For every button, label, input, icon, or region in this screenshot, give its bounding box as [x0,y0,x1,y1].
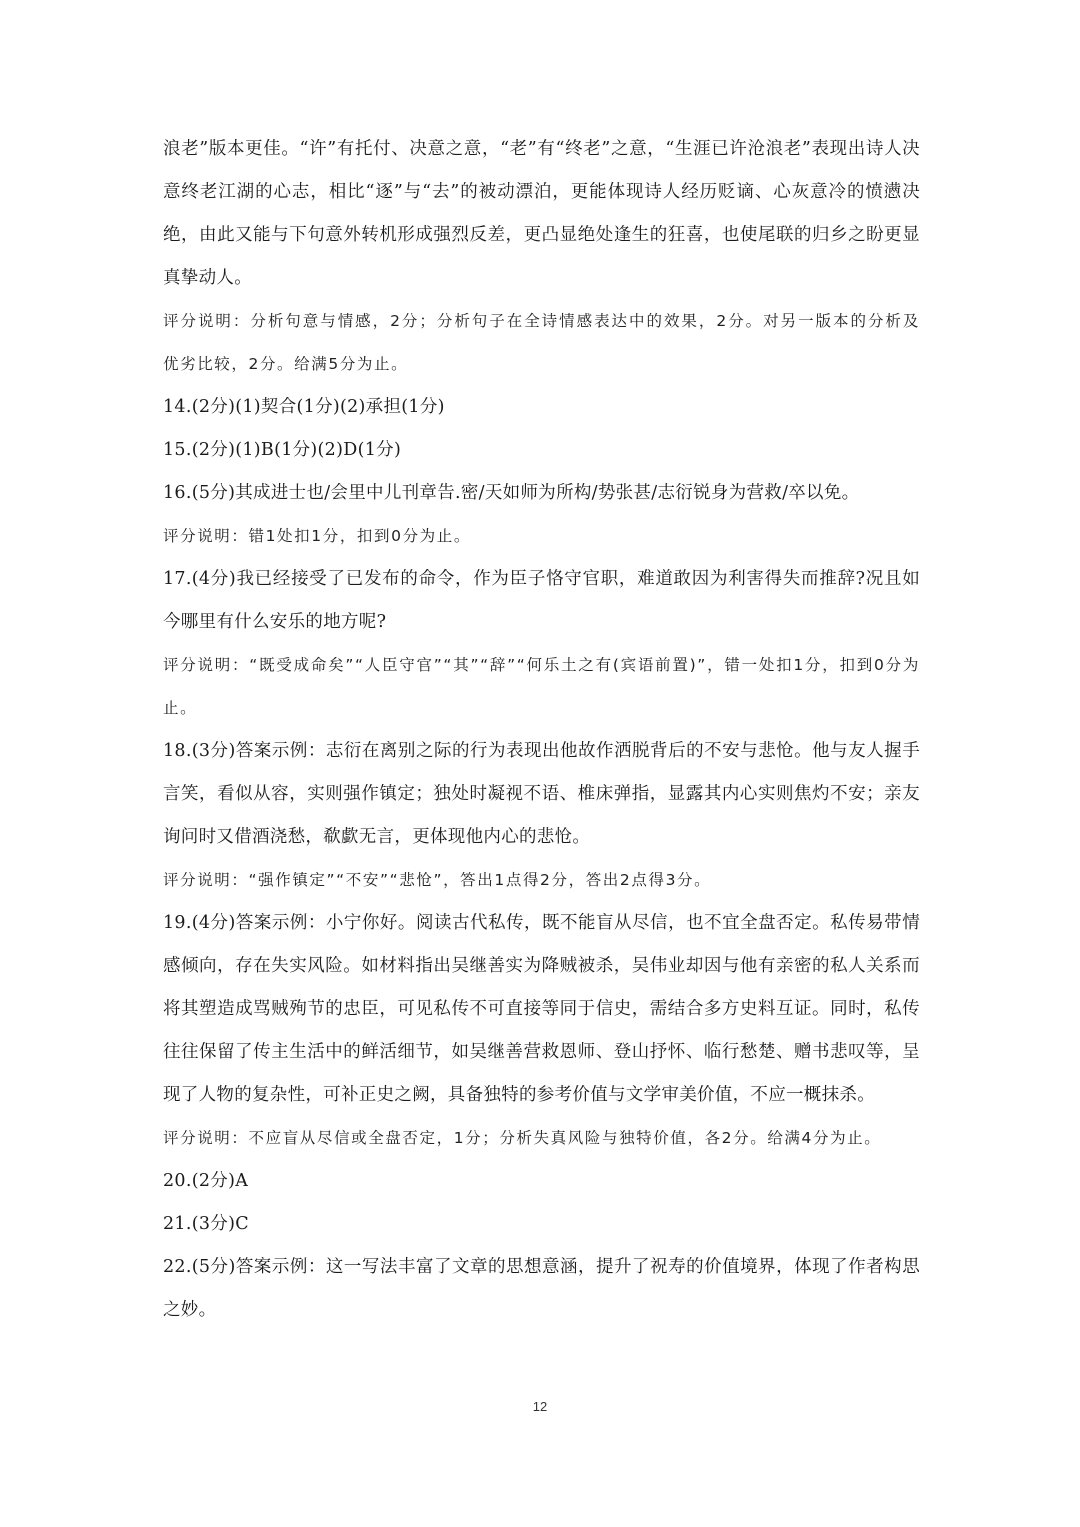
answer-q21: 21.(3分)C [163,1214,249,1234]
scoring-note-q16: 评分说明：错1处扣1分，扣到0分为止。 [163,527,471,545]
answer-q17: 17.(4分)我已经接受了已发布的命令，作为臣子恪守官职，难道敢因为利害得失而推辞?况且如今哪里有什么安乐的地方呢? [163,569,920,632]
scoring-note-q19: 评分说明：不应盲从尽信或全盘否定，1分；分析失真风险与独特价值，各2分。给满4分为止。 [163,1129,882,1147]
answer-q20: 20.(2分)A [163,1171,249,1191]
answer-q15: 15.(2分)(1)B(1分)(2)D(1分) [163,440,402,460]
answer-q13-continuation: 浪老”版本更佳。“许”有托付、决意之意，“老”有“终老”之意，“生涯已许沧浪老”表现出诗人决意终老江湖的心志，相比“逐”与“去”的被动漂泊，更能体现诗人经历贬谪、心灰意冷的愤懑决绝，由此又能与下句意外转机形成强烈反差，更凸显绝处逢生的狂喜，也使尾联的归乡之盼更显真挚动人。 [163,139,920,288]
answer-q19: 19.(4分)答案示例：小宁你好。阅读古代私传，既不能盲从尽信，也不宜全盘否定。私传易带情感倾向，存在失实风险。如材料指出吴继善实为降贼被杀，吴伟业却因与他有亲密的私人关系而将其塑造成骂贼殉节的忠臣，可见私传不可直接等同于信史，需结合多方史料互证。同时，私传往往保留了传主生活中的鲜活细节，如吴继善营救恩师、登山抒怀、临行愁楚、赠书悲叹等，呈现了人物的复杂性，可补正史之阙，具备独特的参考价值与文学审美价值，不应一概抹杀。 [163,913,920,1105]
scoring-note-q17: 评分说明：“既受成命矣”“人臣守官”“其”“辞”“何乐土之有(宾语前置)”，错一处扣1分，扣到0分为止。 [163,656,920,717]
answer-q14: 14.(2分)(1)契合(1分)(2)承担(1分) [163,397,445,417]
scoring-note-q18: 评分说明：“强作镇定”“不安”“悲怆”，答出1点得2分，答出2点得3分。 [163,871,712,889]
answer-q18: 18.(3分)答案示例：志衍在离别之际的行为表现出他故作洒脱背后的不安与悲怆。他与友人握手言笑，看似从容，实则强作镇定；独处时凝视不语、椎床弹指，显露其内心实则焦灼不安；亲友询问时又借酒浇愁，欷歔无言，更体现他内心的悲怆。 [163,741,920,847]
answer-key-body [163,128,920,1332]
scoring-note-q13: 评分说明：分析句意与情感，2分；分析句子在全诗情感表达中的效果，2分。对另一版本的分析及优劣比较，2分。给满5分为止。 [163,312,920,373]
page-number: 12 [532,1399,548,1414]
answer-q16: 16.(5分)其成进士也/会里中儿刊章告.密/天如师为所构/势张甚/志衍锐身为营救/卒以免。 [163,483,860,503]
answer-q22: 22.(5分)答案示例：这一写法丰富了文章的思想意涵，提升了祝寿的价值境界，体现了作者构思之妙。 [163,1257,920,1320]
